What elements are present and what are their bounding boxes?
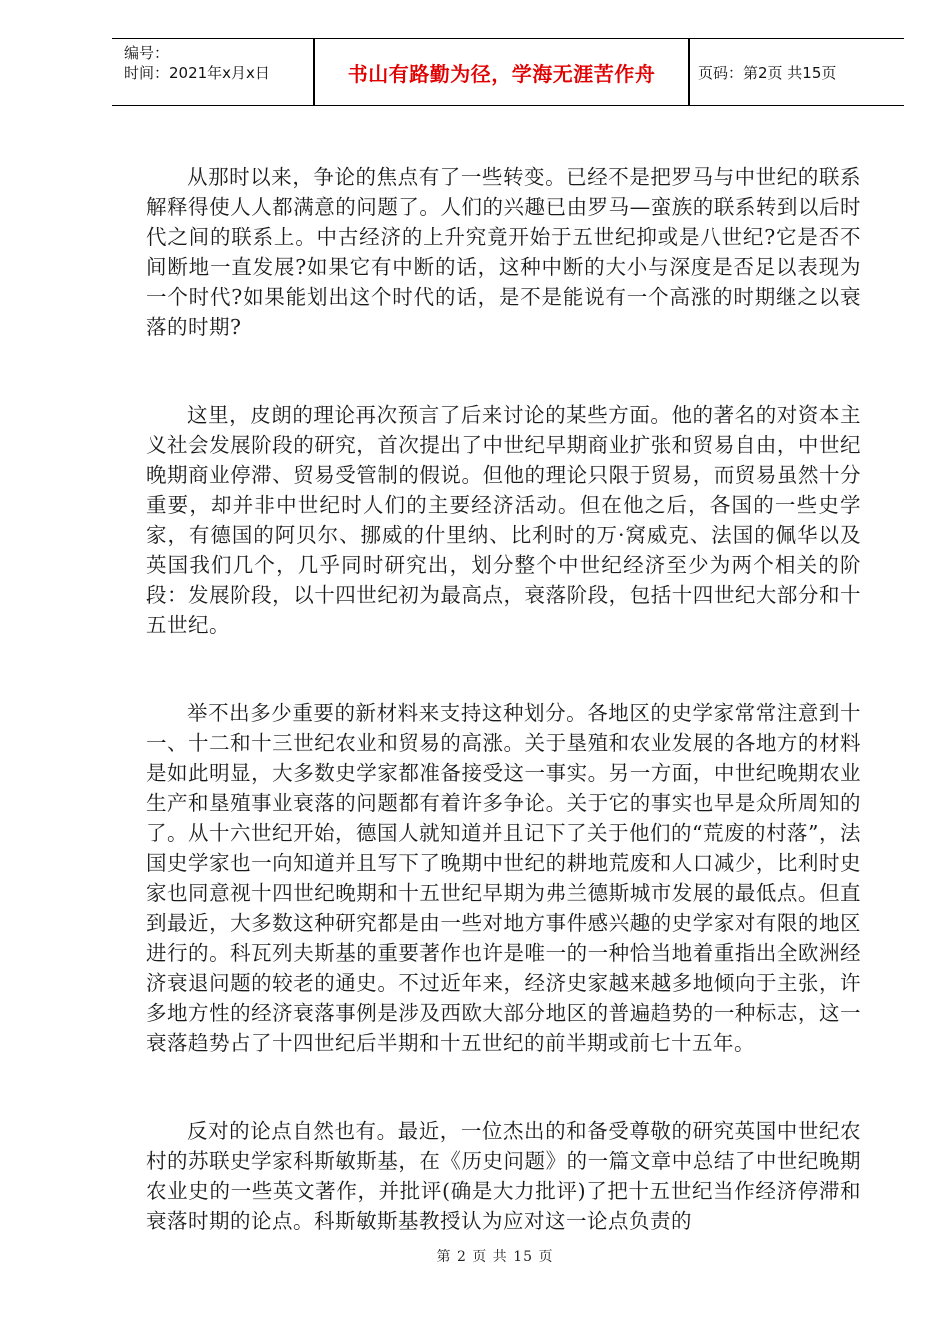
document-body [146,162,861,1236]
paragraph-4: 反对的论点自然也有。最近，一位杰出的和备受尊敬的研究英国中世纪农村的苏联史学家科斯敏斯基，在《历史问题》的一篇文章中总结了中世纪晚期农业史的一些英文著作，并批评(确是大力批评)了把十五世纪当作经济停滞和衰落时期的论点。科斯敏斯基教授认为应对这一论点负责的 [146,1119,861,1233]
header-divider-right [688,39,690,105]
header-meta [124,43,270,83]
paragraph-1: 从那时以来，争论的焦点有了一些转变。已经不是把罗马与中世纪的联系解释得使人人都满意的问题了。人们的兴趣已由罗马—蛮族的联系转到以后时代之间的联系上。中古经济的上升究竟开始于五世纪抑或是八世纪?它是否不间断地一直发展?如果它有中断的话，这种中断的大小与深度是否足以表现为一个时代?如果能划出这个时代的话，是不是能说有一个高涨的时期继之以衰落的时期? [146,165,861,339]
date-label: 时间：2021年x月x日 [124,64,270,82]
serial-number-label: 编号： [124,44,170,62]
header-divider-left [313,39,315,105]
paragraph-3: 举不出多少重要的新材料来支持这种划分。各地区的史学家常常注意到十一、十二和十三世纪农业和贸易的高涨。关于垦殖和农业发展的各地方的材料是如此明显，大多数史学家都准备接受这一事实。另一方面，中世纪晚期农业生产和垦殖事业衰落的问题都有着许多争论。关于它的事实也早是众所周知的了。从十六世纪开始，德国人就知道并且记下了关于他们的“荒废的村落”，法国史学家也一向知道并且写下了晚期中世纪的耕地荒废和人口减少，比利时史家也同意视十四世纪晚期和十五世纪早期为弗兰德斯城市发展的最低点。但直到最近，大多数这种研究都是由一些对地方事件感兴趣的史学家对有限的地区进行的。科瓦列夫斯基的重要著作也许是唯一的一种恰当地着重指出全欧洲经济衰退问题的较老的通史。不过近年来，经济史家越来越多地倾向于主张，许多地方性的经济衰落事例是涉及西欧大部分地区的普遍趋势的一种标志，这一衰落趋势占了十四世纪后半期和十五世纪的前半期或前七十五年。 [146,701,861,1055]
header-page-info: 页码：第2页 共15页 [698,63,837,82]
paragraph-2: 这里，皮朗的理论再次预言了后来讨论的某些方面。他的著名的对资本主义社会发展阶段的研究，首次提出了中世纪早期商业扩张和贸易自由，中世纪晚期商业停滞、贸易受管制的假说。但他的理论只限于贸易，而贸易虽然十分重要，却并非中世纪时人们的主要经济活动。但在他之后，各国的一些史学家，有德国的阿贝尔、挪威的什里纳、比利时的万·窝威克、法国的佩华以及英国我们几个，几乎同时研究出，划分整个中世纪经济至少为两个相关的阶段：发展阶段，以十四世纪初为最高点，衰落阶段，包括十四世纪大部分和十五世纪。 [146,403,861,637]
header-motto: 书山有路勤为径，学海无涯苦作舟 [347,61,656,86]
page-footer: 第 2 页 共 15 页 [436,1249,554,1265]
page-header [112,38,904,106]
